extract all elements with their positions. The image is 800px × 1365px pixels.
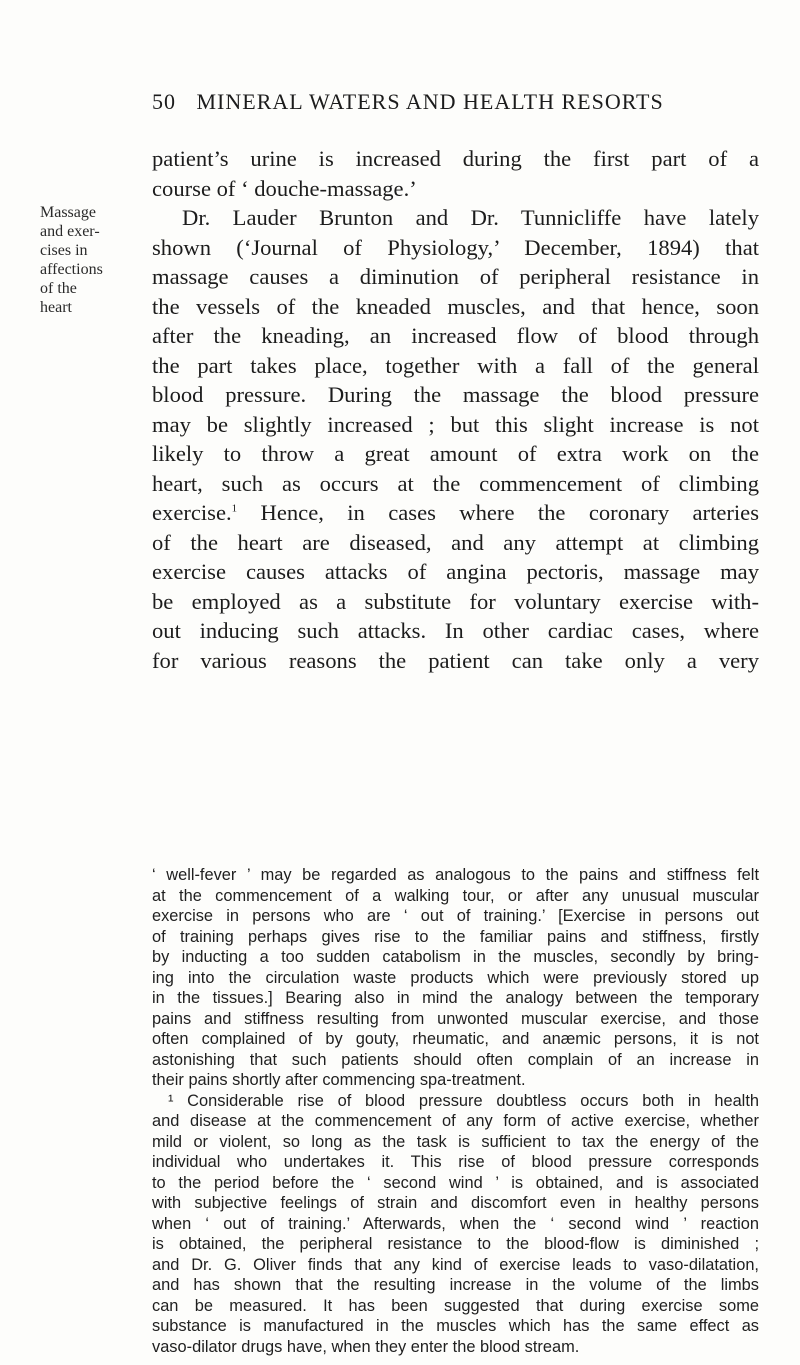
footnote-line: by inducting a too sudden catabolism in the muscles, secondly by bring- xyxy=(152,948,759,966)
page-number: 50 xyxy=(152,89,176,114)
margin-note-line: affections xyxy=(40,261,103,278)
body-line: the part takes place, together with a fall of the general xyxy=(152,352,759,378)
body-line: Dr. Lauder Brunton and Dr. Tunnicliffe have lately xyxy=(182,205,759,230)
body-line: blood pressure. During the massage the blood pressure xyxy=(152,382,759,407)
margin-note-line: heart xyxy=(40,299,72,316)
footnote-line: and has shown that the resulting increase in the volume of the limbs xyxy=(152,1276,759,1294)
footnote-line: in the tissues.] Bearing also in mind the analogy between the temporary xyxy=(152,989,759,1007)
body-line: massage causes a diminution of peripheral resistance in xyxy=(152,264,759,289)
body-line: be employed as a substitute for voluntary exercise with- xyxy=(152,588,759,614)
body-line: heart, such as occurs at the commencement of climbing xyxy=(152,470,759,496)
body-line: likely to throw a great amount of extra work on the xyxy=(152,441,759,466)
footnote-line: astonishing that such patients should often complain of an increase in xyxy=(152,1050,759,1069)
footnote-line: vaso-dilator drugs have, when they enter the blood stream. xyxy=(152,1337,580,1356)
body-line: shown (‘Journal of Physiology,’ December, 1894) that xyxy=(152,234,759,260)
footnote-line: ¹ Considerable rise of blood pressure doubtless occurs both in health xyxy=(168,1091,759,1110)
body-line: course of ‘ douche-massage.’ xyxy=(152,175,417,201)
running-title: MINERAL WATERS AND HEALTH RESORTS xyxy=(196,89,664,114)
footnote-line: to the period before the ‘ second wind ’ is obtained, and is associated xyxy=(152,1173,759,1192)
footnote-line: substance is manufactured in the muscles which has the same effect as xyxy=(152,1317,759,1335)
margin-note-line: Massage xyxy=(40,204,96,221)
body-line-start: exercise. xyxy=(152,500,232,525)
footnote-line: pains and stiffness resulting from unwonted muscular exercise, and those xyxy=(152,1009,759,1028)
footnote-line: of training perhaps gives rise to the familiar pains and stiffness, firstly xyxy=(152,927,759,946)
footnote-line: ‘ well-fever ’ may be regarded as analogous to the pains and stiffness felt xyxy=(152,866,759,884)
footnote-line: individual who undertakes it. This rise of blood pressure corresponds xyxy=(152,1153,759,1171)
footnote-marker: 1 xyxy=(231,502,238,515)
body-text xyxy=(152,144,759,675)
footnote-line: often complained of by gouty, rheumatic, and anæmic persons, it is not xyxy=(152,1030,759,1048)
body-line: after the kneading, an increased flow of blood through xyxy=(152,323,759,348)
margin-note-line: of the xyxy=(40,280,77,297)
body-line: exercise causes attacks of angina pectoris, massage may xyxy=(152,559,759,584)
footnote-line: their pains shortly after commencing spa-treatment. xyxy=(152,1071,526,1089)
margin-note-line: and exer- xyxy=(40,223,100,240)
body-line: for various reasons the patient can take only a very xyxy=(152,647,759,673)
footnote-line: and disease at the commencement of any form of active exercise, whether xyxy=(152,1112,759,1130)
footnote-line: is obtained, the peripheral resistance to the blood-flow is diminished ; xyxy=(152,1235,759,1253)
body-line: may be slightly increased ; but this slight increase is not xyxy=(152,411,759,437)
footnote-line: exercise in persons who are ‘ out of training.’ [Exercise in persons out xyxy=(152,907,759,925)
body-line-with-footnote xyxy=(152,498,759,528)
body-line: the vessels of the kneaded muscles, and that hence, soon xyxy=(152,293,759,319)
footnote-line: mild or violent, so long as the task is sufficient to tax the energy of the xyxy=(152,1132,759,1151)
body-line: out inducing such attacks. In other cardiac cases, where xyxy=(152,618,759,643)
footnote-line: can be measured. It has been suggested that during exercise some xyxy=(152,1296,759,1315)
margin-note-line: cises in xyxy=(40,242,88,259)
running-head xyxy=(152,89,752,115)
footnote-line: when ‘ out of training.’ Afterwards, when the ‘ second wind ’ reaction xyxy=(152,1214,759,1233)
footnote-line: at the commencement of a walking tour, or after any unusual muscular xyxy=(152,886,759,905)
footnote-line: and Dr. G. Oliver finds that any kind of exercise leads to vaso-dilatation, xyxy=(152,1255,759,1274)
footnote-line: with subjective feelings of strain and discomfort even in healthy persons xyxy=(152,1194,759,1212)
body-line-end: Hence, in cases where the coronary arteries xyxy=(237,500,759,525)
body-line: of the heart are diseased, and any attempt at climbing xyxy=(152,529,759,555)
footnote-line: ing into the circulation waste products which were previously stored up xyxy=(152,968,759,987)
body-line: patient’s urine is increased during the first part of a xyxy=(152,146,759,171)
footnotes xyxy=(152,865,759,1357)
margin-note xyxy=(40,203,140,317)
